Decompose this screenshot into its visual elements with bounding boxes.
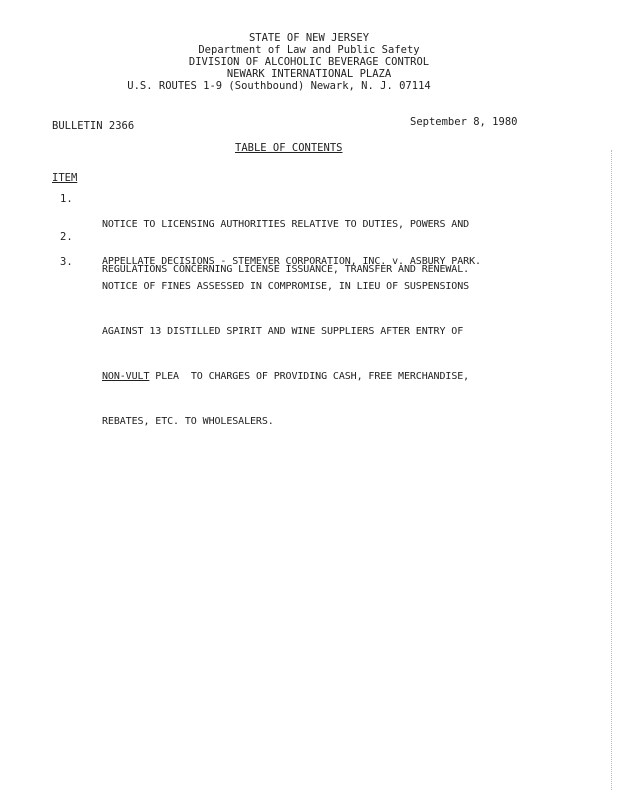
header-state: STATE OF NEW JERSEY (248, 32, 370, 44)
header-address-plaza: NEWARK INTERNATIONAL PLAZA (226, 68, 392, 80)
toc-item-label: ITEM (52, 172, 78, 184)
toc-title: TABLE OF CONTENTS (235, 142, 343, 154)
non-vult-term: NON-VULT (102, 371, 150, 382)
toc-item-3 (102, 249, 469, 459)
toc-item-1-line-1: NOTICE TO LICENSING AUTHORITIES RELATIVE TO DUTIES, POWERS AND (102, 219, 470, 230)
header-address-routes: U.S. ROUTES 1-9 (Southbound) Newark, N. J. 07114 (127, 80, 431, 92)
toc-item-3-line-3 (102, 369, 469, 384)
toc-item-3-line-3-rest: PLEA TO CHARGES OF PROVIDING CASH, FREE MERCHANDISE, (149, 371, 470, 382)
header-division: DIVISION OF ALCOHOLIC BEVERAGE CONTROL (188, 56, 430, 68)
header-department: Department of Law and Public Safety (198, 44, 420, 56)
toc-item-2-number: 2. (60, 231, 73, 243)
toc-item-2-line-1: APPELLATE DECISIONS - STEMEYER CORPORATION, INC. v. ASBURY PARK. (102, 256, 481, 267)
toc-item-3-number: 3. (60, 256, 73, 268)
scan-edge-artifact (610, 150, 612, 790)
toc-item-1-number: 1. (60, 193, 73, 205)
toc-item-3-line-4: REBATES, ETC. TO WHOLESALERS. (102, 416, 274, 427)
bulletin-date: September 8, 1980 (410, 116, 518, 128)
toc-item-1-line-2: REGULATIONS CONCERNING LICENSE ISSUANCE, TRANSFER AND RENEWAL. (102, 264, 470, 275)
toc-item-3-line-1: NOTICE OF FINES ASSESSED IN COMPROMISE, IN LIEU OF SUSPENSIONS (102, 281, 470, 292)
toc-item-3-line-2: AGAINST 13 DISTILLED SPIRIT AND WINE SUPPLIERS AFTER ENTRY OF (102, 326, 464, 337)
bulletin-number: BULLETIN 2366 (52, 120, 135, 132)
